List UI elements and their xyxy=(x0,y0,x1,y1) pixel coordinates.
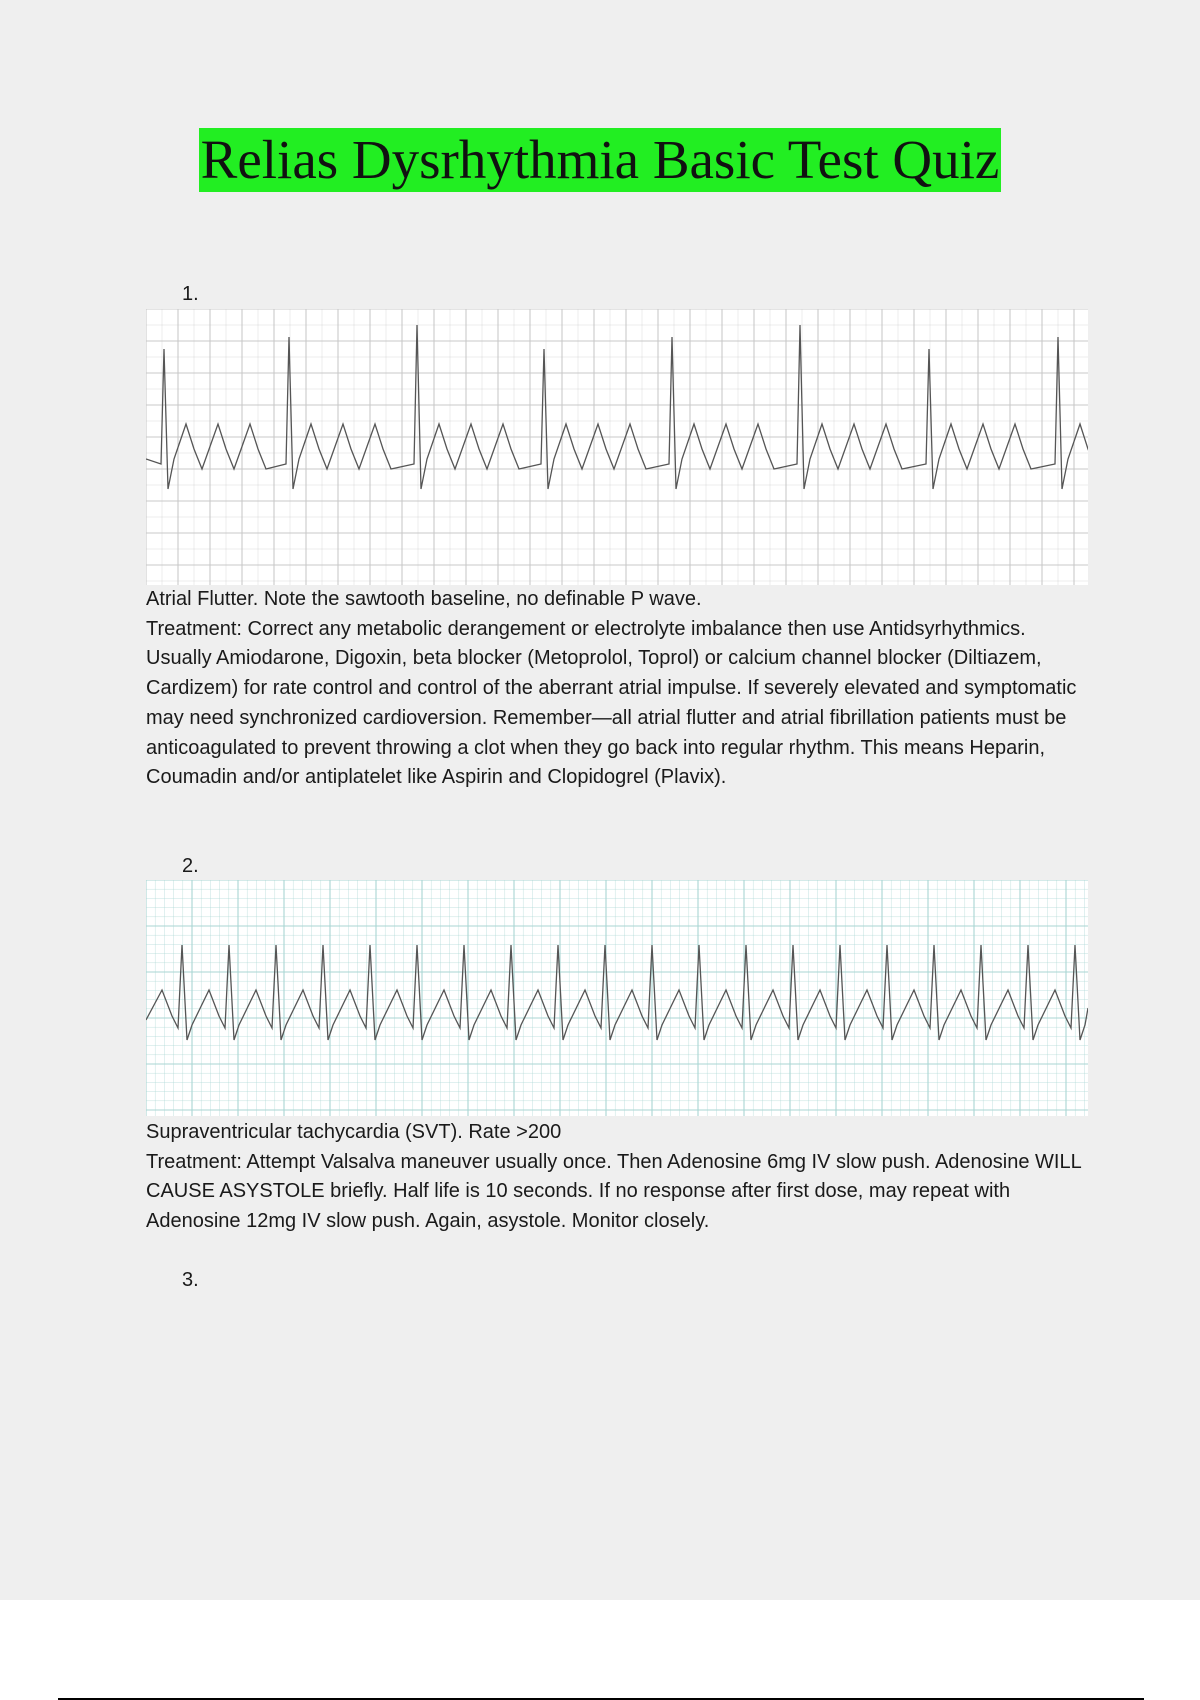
ecg-grid xyxy=(146,880,1088,1116)
question-2-number: 2. xyxy=(182,855,199,877)
question-2-diagnosis: Supraventricular tachycardia (SVT). Rate >200 xyxy=(146,1121,562,1143)
question-1-treatment: Treatment: Correct any metabolic derangement or electrolyte imbalance then use Antidsyrhythmics. Usually Amiodarone, Digoxin, beta blocker (Metoprolol, Toprol) or calcium channel blocker (Diltiazem, Cardizem) for rate control and control of the aberrant atrial impulse. If severely elevated and symptomatic may need synchronized cardioversion. Remember—all atrial flutter and atrial fibrillation patients must be anticoagulated to prevent throwing a clot when they go back into regular rhythm. This means Heparin, Coumadin and/or antiplatelet like Aspirin and Clopidogrel (Plavix). xyxy=(146,617,1077,789)
question-1-diagnosis: Atrial Flutter. Note the sawtooth baseline, no definable P wave. xyxy=(146,588,702,610)
question-2-treatment: Treatment: Attempt Valsalva maneuver usually once. Then Adenosine 6mg IV slow push. Adenosine WILL CAUSE ASYSTOLE briefly. Half life is 10 seconds. If no response after first dose, may repeat with Adenosine 12mg IV slow push. Again, asystole. Monitor closely. xyxy=(146,1150,1081,1233)
question-2-description xyxy=(146,1118,1086,1237)
ecg-grid xyxy=(146,309,1088,585)
question-3-number: 3. xyxy=(182,1269,199,1291)
question-1-description xyxy=(146,585,1086,793)
question-1-number: 1. xyxy=(182,283,199,305)
ecg-strip-svt xyxy=(146,880,1088,1116)
title-container xyxy=(0,128,1200,192)
ecg-strip-atrial-flutter xyxy=(146,309,1088,585)
document-title: Relias Dysrhythmia Basic Test Quiz xyxy=(200,129,1000,190)
